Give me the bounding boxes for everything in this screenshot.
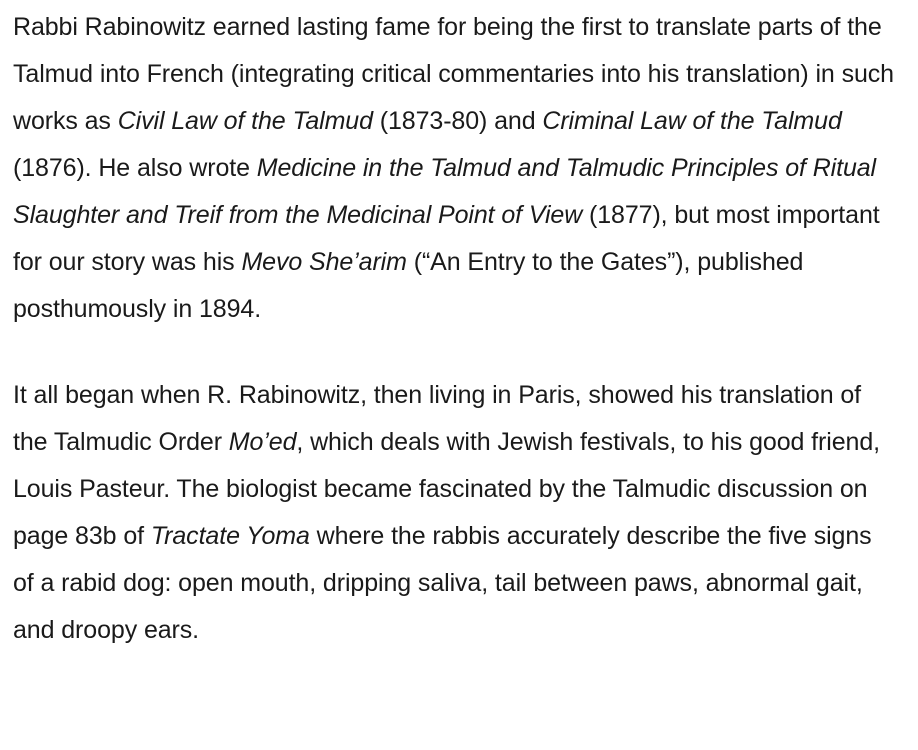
text-segment: (1877), but most important for our story was his bbox=[13, 201, 880, 276]
text-segment: It all began when R. Rabinowitz, then living in Paris, showed his translation of the Talmudic Order bbox=[13, 381, 862, 456]
book-title-medicine: Medicine in the Talmud and Talmudic Principles of Ritual Slaughter and Treif from the Medicinal Point of View bbox=[13, 154, 877, 229]
book-title-civil-law: Civil Law of the Talmud bbox=[117, 107, 373, 135]
book-title-mevo-shearim: Mevo She’arim bbox=[241, 248, 407, 276]
text-segment: (1873-80) and bbox=[372, 107, 543, 135]
book-title-criminal-law: Criminal Law of the Talmud bbox=[542, 107, 842, 135]
text-segment: (1876). He also wrote bbox=[13, 154, 257, 182]
text-segment: , which deals with Jewish festivals, to his good friend, Louis Pasteur. The biologist became fascinated by the Talmudic discussion on page 83b of bbox=[13, 428, 880, 550]
tractate-title-yoma: Tractate Yoma bbox=[150, 522, 310, 550]
text-segment: (“An Entry to the Gates”), published posthumously in 1894. bbox=[13, 248, 804, 323]
paragraph-rabinowitz-works bbox=[13, 0, 898, 333]
text-segment: where the rabbis accurately describe the five signs of a rabid dog: open mouth, dripping saliva, tail between paws, abnormal gait, and droopy ears. bbox=[13, 522, 872, 644]
text-segment: Rabbi Rabinowitz earned lasting fame for being the first to translate parts of the Talmud into French (integrating critical commentaries into his translation) in such works as bbox=[13, 13, 894, 135]
paragraph-pasteur-story bbox=[13, 372, 898, 654]
order-title-moed: Mo’ed bbox=[228, 428, 297, 456]
